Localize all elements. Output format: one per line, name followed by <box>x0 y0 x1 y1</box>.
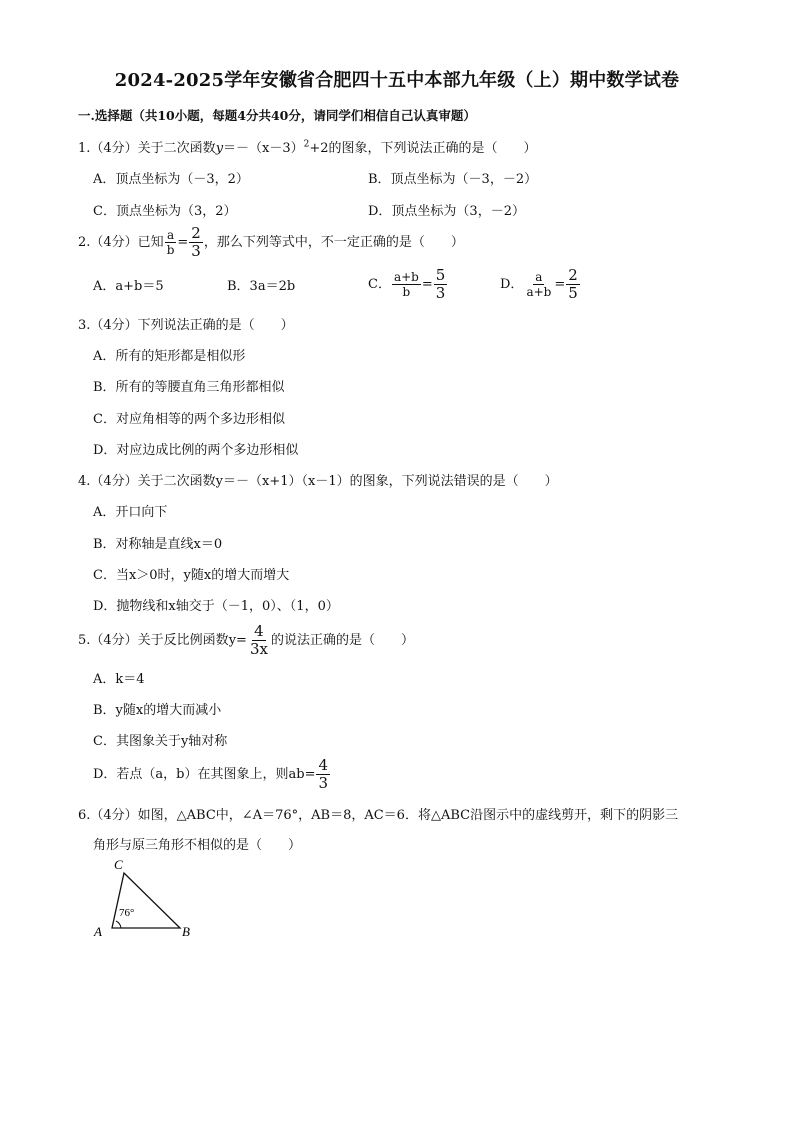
q1-stem-pre: 1.（4分）关于二次函数 <box>78 141 216 156</box>
q3-option-b: B．所有的等腰直角三角形都相似 <box>93 380 285 395</box>
q2-c-fraction <box>392 271 421 298</box>
q2-d-num: a <box>535 270 543 284</box>
q2-option-a: A．a+b＝5 <box>93 279 164 294</box>
q5-y-eq: y= <box>228 633 247 648</box>
question-1-stem <box>78 137 537 156</box>
q5-option-d <box>93 758 331 791</box>
q5-frac-den: 3x <box>249 640 268 658</box>
q2-c-label: C． <box>368 277 391 292</box>
question-3-stem: 3.（4分）下列说法正确的是（ ） <box>78 318 294 333</box>
question-5-stem <box>78 624 414 657</box>
q2-val-den: 3 <box>191 242 201 260</box>
q2-stem-pre: 2.（4分）已知 <box>78 235 164 250</box>
q1-stem-mid: ＝－（x－3） <box>223 141 304 156</box>
q1-option-b: B．顶点坐标为（－3，－2） <box>368 172 538 187</box>
q5-option-b: B．y随x的增大而减小 <box>93 703 222 718</box>
q5-d-den: 3 <box>318 774 329 792</box>
q2-option-c: C． $\frac{a+b}{b}$ = $\frac{5}{3}$ <box>368 266 446 302</box>
triangle-figure <box>92 856 202 940</box>
q2-fraction-value <box>189 226 203 259</box>
q2-val-num: 2 <box>191 224 201 242</box>
q2-c-vden: 3 <box>435 284 446 302</box>
q2-c-vnum: 5 <box>435 266 446 284</box>
q2-option-b: B．3a＝2b <box>227 279 296 294</box>
vertex-a-label: A <box>94 924 102 939</box>
q5-stem-post: 的说法正确的是（ ） <box>270 633 414 648</box>
q5-fraction <box>248 624 270 657</box>
q5-d-fraction <box>316 758 330 791</box>
q2-d-value <box>566 268 580 301</box>
q1-option-a: A．顶点坐标为（－3，2） <box>93 172 249 187</box>
q5-d-text: D．若点（a，b）在其图象上，则 <box>93 767 289 782</box>
question-4-stem: 4.（4分）关于二次函数y＝－（x+1）（x－1）的图象，下列说法错误的是（ ） <box>78 474 558 489</box>
q3-option-d: D．对应边成比例的两个多边形相似 <box>93 443 299 458</box>
q1-option-d: D．顶点坐标为（3，－2） <box>368 204 525 219</box>
q1-exponent: 2 <box>303 139 310 150</box>
q5-d-ab: ab= <box>288 767 316 782</box>
q2-d-label: D． <box>500 277 524 292</box>
angle-label: 76° <box>119 907 135 919</box>
q2-frac-num: a <box>166 228 175 242</box>
q2-d-vden: 5 <box>568 284 578 302</box>
page-title: 2024-2025学年安徽省合肥四十五中本部九年级（上）期中数学试卷 <box>114 70 680 91</box>
question-6-stem-line2: 角形与原三角形不相似的是（ ） <box>93 838 302 853</box>
q5-option-c: C．其图象关于y轴对称 <box>93 734 228 749</box>
q2-c-value <box>434 268 448 301</box>
q2-d-den: a+b <box>526 285 552 299</box>
q3-option-c: C．对应角相等的两个多边形相似 <box>93 412 285 427</box>
q4-option-c: C．当x＞0时，y随x的增大而增大 <box>93 568 290 583</box>
q5-frac-num: 4 <box>254 622 264 640</box>
q2-frac-den: b <box>166 243 175 257</box>
q5-d-num: 4 <box>318 756 329 774</box>
question-2-stem <box>78 226 464 259</box>
triangle-abc <box>112 873 180 928</box>
vertex-b-label: B <box>182 924 190 939</box>
q1-stem-post: +2的图象，下列说法正确的是（ ） <box>309 141 537 156</box>
q2-option-d: D． $\frac{a}{a+b}$ = $\frac{2}{5}$ <box>500 266 578 302</box>
q2-c-num: a+b <box>393 270 419 284</box>
q2-stem-post: ，那么下列等式中，不一定正确的是（ ） <box>203 235 464 250</box>
q2-d-vnum: 2 <box>568 266 578 284</box>
q3-option-a: A．所有的矩形都是相似形 <box>93 349 246 364</box>
q4-option-b: B．对称轴是直线x＝0 <box>93 537 223 552</box>
q1-option-c: C．顶点坐标为（3，2） <box>93 204 237 219</box>
q2-c-den: b <box>402 285 411 299</box>
q1-func: y <box>215 141 224 156</box>
q2-fraction-ab <box>165 229 177 256</box>
q5-option-a: A．k＝4 <box>93 672 145 687</box>
question-6-stem-line1: 6.（4分）如图，△ABC中，∠A＝76°，AB＝8，AC＝6．将△ABC沿图示中的虚线剪开，剩下的阴影三 <box>78 808 679 823</box>
q2-eq: = <box>177 235 189 250</box>
angle-arc <box>116 921 121 928</box>
section-heading: 一.选择题（共10小题，每题4分共40分，请同学们相信自己认真审题） <box>78 108 476 123</box>
q4-option-a: A．开口向下 <box>93 505 168 520</box>
vertex-c-label: C <box>114 857 123 872</box>
q4-option-d: D．抛物线和x轴交于（－1，0）、（1，0） <box>93 599 339 614</box>
q5-stem-pre: 5.（4分）关于反比例函数 <box>78 633 229 648</box>
q2-d-fraction <box>524 271 553 298</box>
